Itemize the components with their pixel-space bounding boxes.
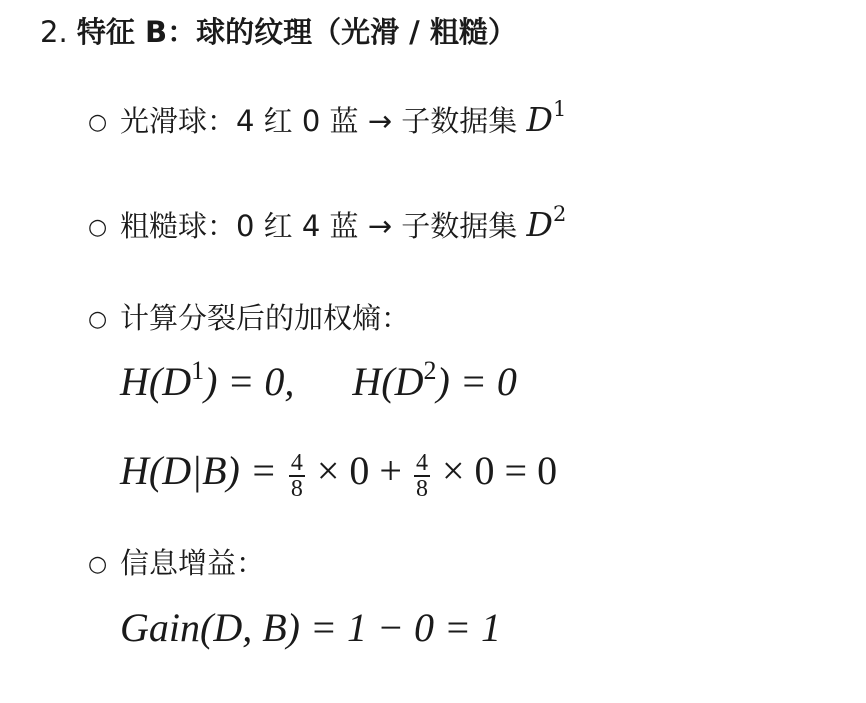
section-heading: [40, 12, 517, 52]
subset-symbol: $D^2$: [526, 202, 567, 244]
list-item-information-gain: [88, 543, 265, 585]
formula-conditional-entropy: H(D|B) = $\frac{4}{8}$ × 0 + $\frac{4}{8}$ × 0 = 0: [120, 448, 558, 502]
section-number: 2.: [40, 15, 68, 49]
section-title: 特征 B：球的纹理（光滑 / 粗糙）: [76, 15, 517, 49]
fraction: $\frac{4}{8}$: [415, 450, 428, 502]
fraction: $\frac{4}{8}$: [290, 450, 303, 502]
formula-subset-entropy: $H(D^1) = 0$, $H(D^2) = 0$: [120, 356, 517, 404]
formula-gain: Gain(D, B) = 1 − 0 = 1: [120, 605, 501, 650]
circle-bullet-icon: ○: [88, 552, 108, 577]
list-item-text: 光滑球：4 红 0 蓝 → 子数据集: [120, 104, 518, 138]
circle-bullet-icon: ○: [88, 307, 108, 332]
subset-symbol: $D^1$: [526, 97, 567, 139]
list-item-text: 信息增益：: [120, 546, 266, 580]
list-item-smooth-ball: [88, 97, 567, 143]
list-item-text: 计算分裂后的加权熵：: [120, 301, 411, 335]
circle-bullet-icon: ○: [88, 110, 108, 135]
list-item-weighted-entropy: [88, 298, 410, 340]
list-item-rough-ball: [88, 202, 567, 248]
list-item-text: 粗糙球：0 红 4 蓝 → 子数据集: [120, 209, 518, 243]
circle-bullet-icon: ○: [88, 215, 108, 240]
